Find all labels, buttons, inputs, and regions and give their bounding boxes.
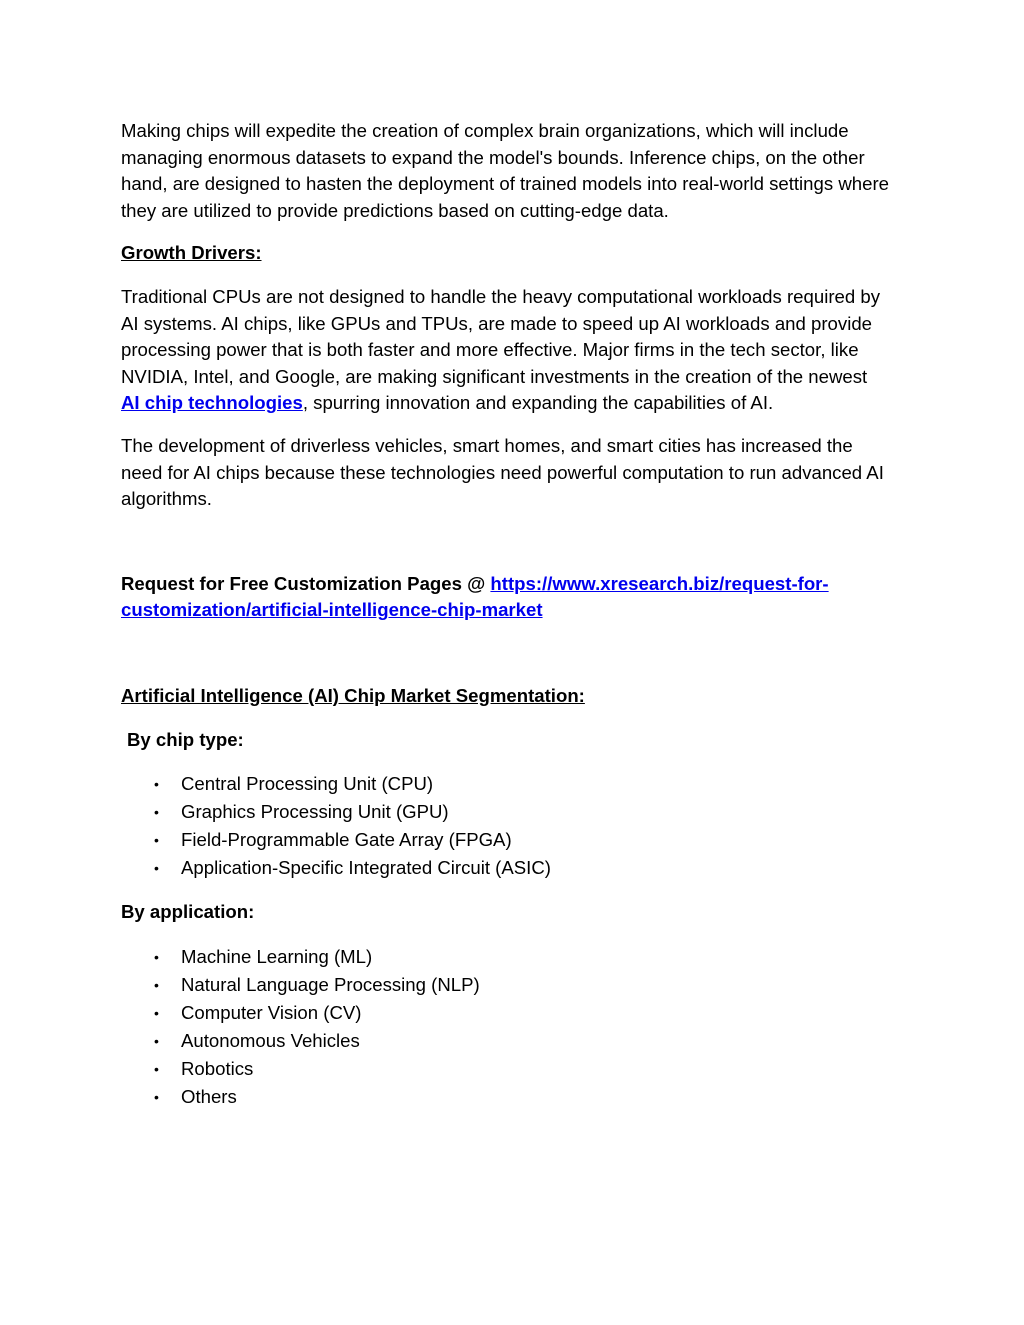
bullet-icon: • [154,1032,159,1049]
list-item-text: Robotics [181,1057,254,1079]
bullet-icon: • [154,948,159,965]
list-item [121,826,911,854]
customization-request-link[interactable]: https://www.xresearch.biz/request-for-customization/artificial-intelligence-chip-market [121,572,829,621]
growth-drivers-paragraph [121,284,881,417]
drivers-text-before-link: Traditional CPUs are not designed to handle the heavy computational workloads required by AI systems. AI chips, like GPUs and TPUs, are made to speed up AI workloads and provide processing power that is both faster and more effective. Major firms in the tech sector, like NVIDIA, Intel, and Google, are making significant investments in the creation of the newest [121,285,881,387]
bullet-icon: • [154,1004,159,1021]
list-item [121,1027,911,1055]
chip-type-list [121,770,911,882]
drivers-text-after-link: , spurring innovation and expanding the capabilities of AI. [302,392,774,414]
bullet-icon: • [154,860,159,877]
bullet-icon: • [154,1088,159,1105]
application-heading: By application: [121,901,255,923]
list-item-text: Natural Language Processing (NLP) [181,973,480,995]
list-item-text: Application-Specific Integrated Circuit (ASIC) [181,857,551,879]
list-item-text: Central Processing Unit (CPU) [181,773,434,795]
list-item [121,943,911,971]
list-item [121,798,911,826]
bullet-icon: • [154,1060,159,1077]
list-item [121,1055,911,1083]
document-page [121,118,911,1111]
chip-type-heading: By chip type: [127,728,244,750]
customization-request-label: Request for Free Customization Pages @ [121,572,491,594]
list-item-text: Computer Vision (CV) [181,1001,362,1023]
bullet-icon: • [154,804,159,821]
intro-paragraph: Making chips will expedite the creation of complex brain organizations, which will include managing enormous datasets to expand the model's bounds. Inference chips, on the other hand, are designed to hasten the deployment of trained models into real-world settings where they are utilized to provide predictions based on cutting-edge data. [121,120,889,221]
application-list [121,943,911,1111]
autonomous-demand-paragraph: The development of driverless vehicles, smart homes, and smart cities has increased the need for AI chips because these technologies need powerful computation to run advanced AI algorithms. [121,434,884,510]
bullet-icon: • [154,776,159,793]
list-item-text: Autonomous Vehicles [181,1029,360,1051]
bullet-icon: • [154,832,159,849]
list-item [121,1083,911,1111]
list-item-text: Others [181,1085,237,1107]
customization-request [121,571,901,624]
ai-chip-technologies-link[interactable]: AI chip technologies [121,392,303,414]
list-item [121,971,911,999]
list-item [121,999,911,1027]
bullet-icon: • [154,976,159,993]
list-item-text: Machine Learning (ML) [181,945,373,967]
growth-drivers-heading: Growth Drivers: [121,242,262,264]
segmentation-heading: Artificial Intelligence (AI) Chip Market Segmentation: [121,684,585,706]
list-item [121,854,911,882]
list-item [121,770,911,798]
list-item-text: Graphics Processing Unit (GPU) [181,801,449,823]
list-item-text: Field-Programmable Gate Array (FPGA) [181,829,512,851]
